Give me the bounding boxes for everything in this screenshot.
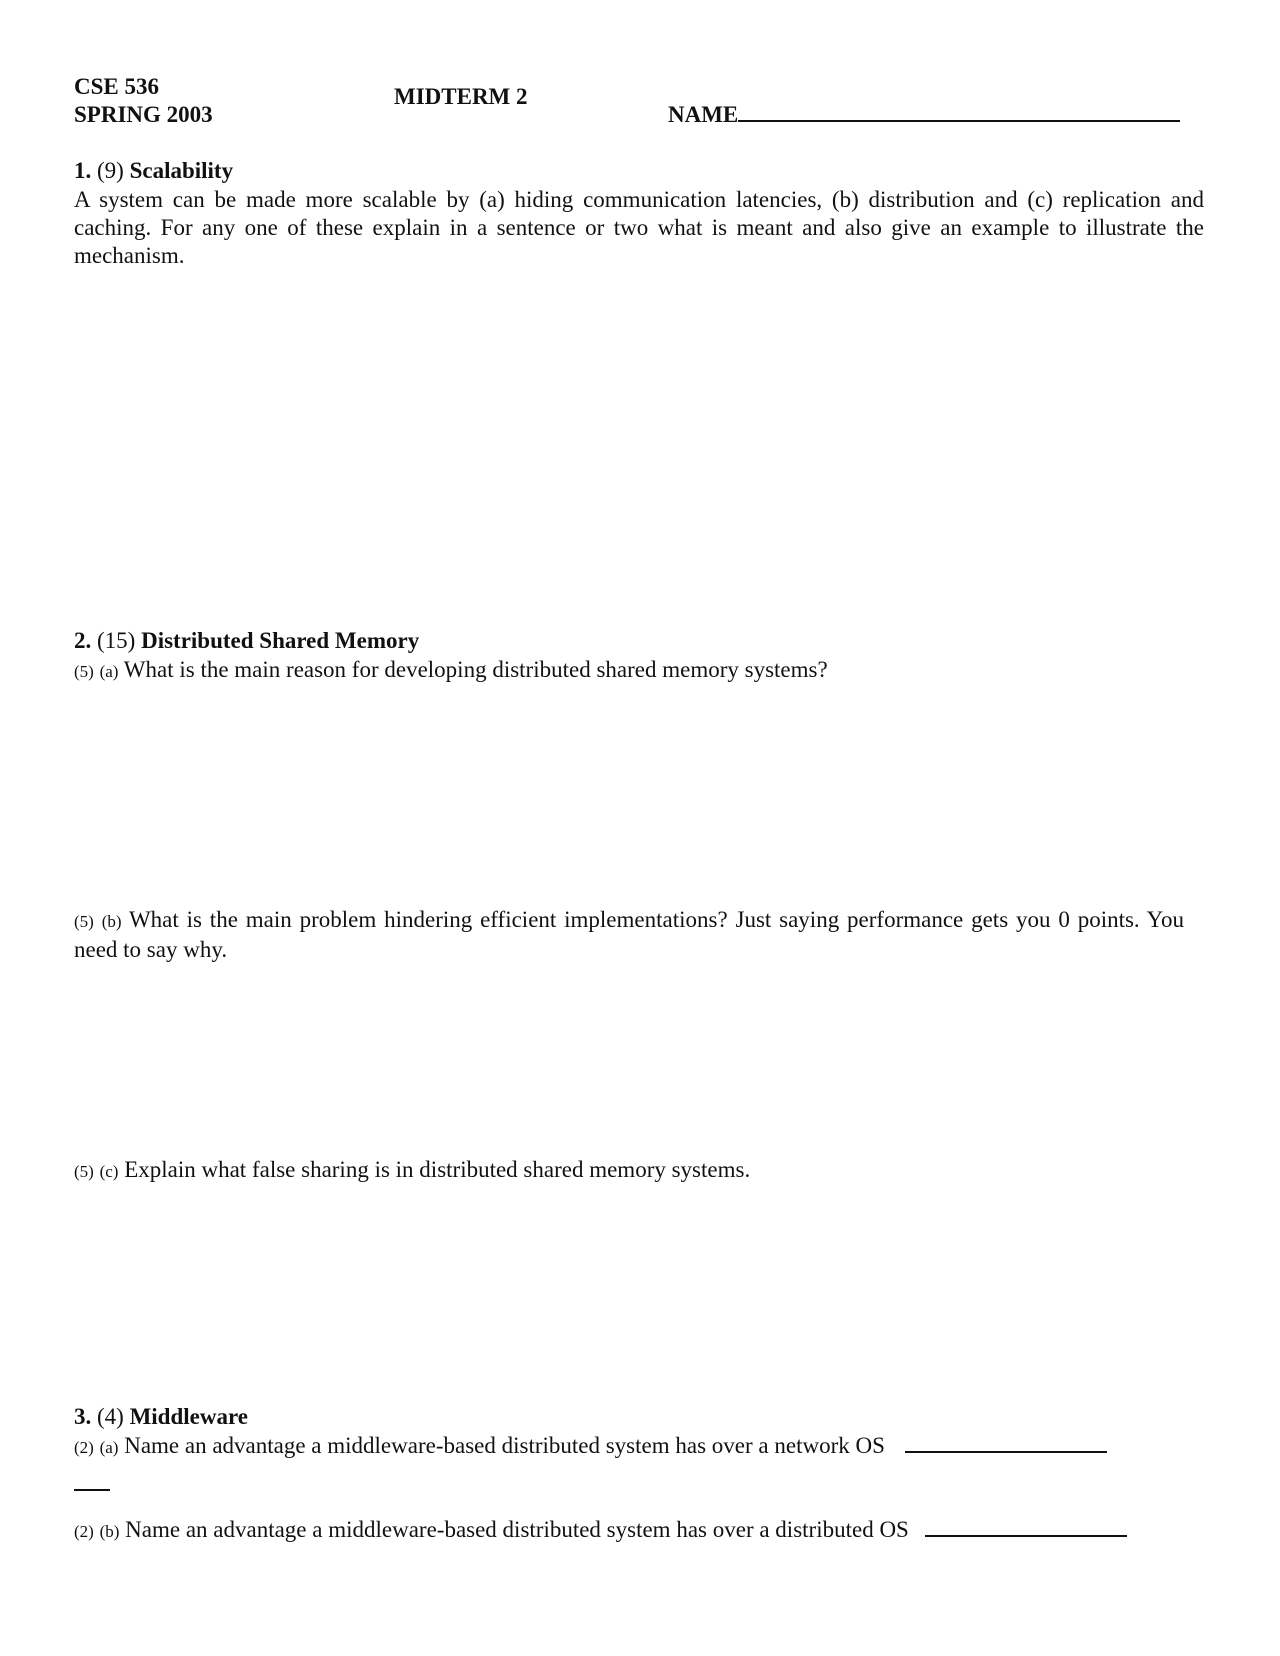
term: SPRING 2003	[74, 102, 213, 127]
q2c	[74, 1156, 750, 1186]
q2b-points: (5)	[74, 912, 94, 931]
q3-number: 3.	[74, 1404, 92, 1429]
q3a-text: Name an advantage a middleware-based distributed system has over a network OS	[124, 1433, 885, 1458]
q2-points: (15)	[97, 628, 136, 653]
q2b-label: (b)	[101, 912, 122, 931]
q2a-label: (a)	[99, 662, 119, 681]
q3b-answer-blank[interactable]	[925, 1534, 1127, 1537]
q3a-points: (2)	[74, 1438, 94, 1457]
q3-points: (4)	[97, 1404, 124, 1429]
q3a-answer-blank[interactable]	[905, 1450, 1107, 1453]
q3b	[74, 1516, 1127, 1546]
name-blank[interactable]	[738, 119, 1180, 122]
course-code: CSE 536	[74, 74, 159, 99]
q2-number: 2.	[74, 628, 92, 653]
q3-title: Middleware	[129, 1404, 248, 1429]
q2b-text: What is the main problem hindering efficient implementations? Just saying performance gets you 0 points. You need to say why.	[74, 907, 1184, 962]
q3b-text: Name an advantage a middleware-based distributed system has over a distributed OS	[125, 1517, 909, 1542]
q1-number: 1.	[74, 158, 92, 183]
q1-title: Scalability	[129, 158, 234, 183]
q3-heading	[74, 1404, 248, 1430]
q2c-label: (c)	[99, 1162, 119, 1181]
q2a-points: (5)	[74, 662, 94, 681]
q3a-answer-blank-continued[interactable]	[74, 1478, 110, 1496]
q3b-label: (b)	[99, 1522, 120, 1541]
q3b-points: (2)	[74, 1522, 94, 1541]
q2-title: Distributed Shared Memory	[141, 628, 420, 653]
q1-text: A system can be made more scalable by (a) hiding communication latencies, (b) distribution and (c) replication and caching. For any one of these explain in a sentence or two what is meant and also give an example to illustrate the mechanism.	[74, 187, 1204, 268]
name-label: NAME	[668, 102, 739, 127]
q2-heading	[74, 628, 419, 654]
q3a	[74, 1432, 1107, 1462]
q3a-label: (a)	[99, 1438, 119, 1457]
q2c-points: (5)	[74, 1162, 94, 1181]
q2b	[74, 906, 1184, 964]
q1-points: (9)	[97, 158, 124, 183]
q2a	[74, 656, 828, 686]
q2c-text: Explain what false sharing is in distributed shared memory systems.	[124, 1157, 751, 1182]
name-field[interactable]	[668, 102, 1180, 128]
q1-heading	[74, 158, 233, 184]
q2a-text: What is the main reason for developing distributed shared memory systems?	[123, 657, 828, 682]
exam-title: MIDTERM 2	[394, 84, 528, 109]
